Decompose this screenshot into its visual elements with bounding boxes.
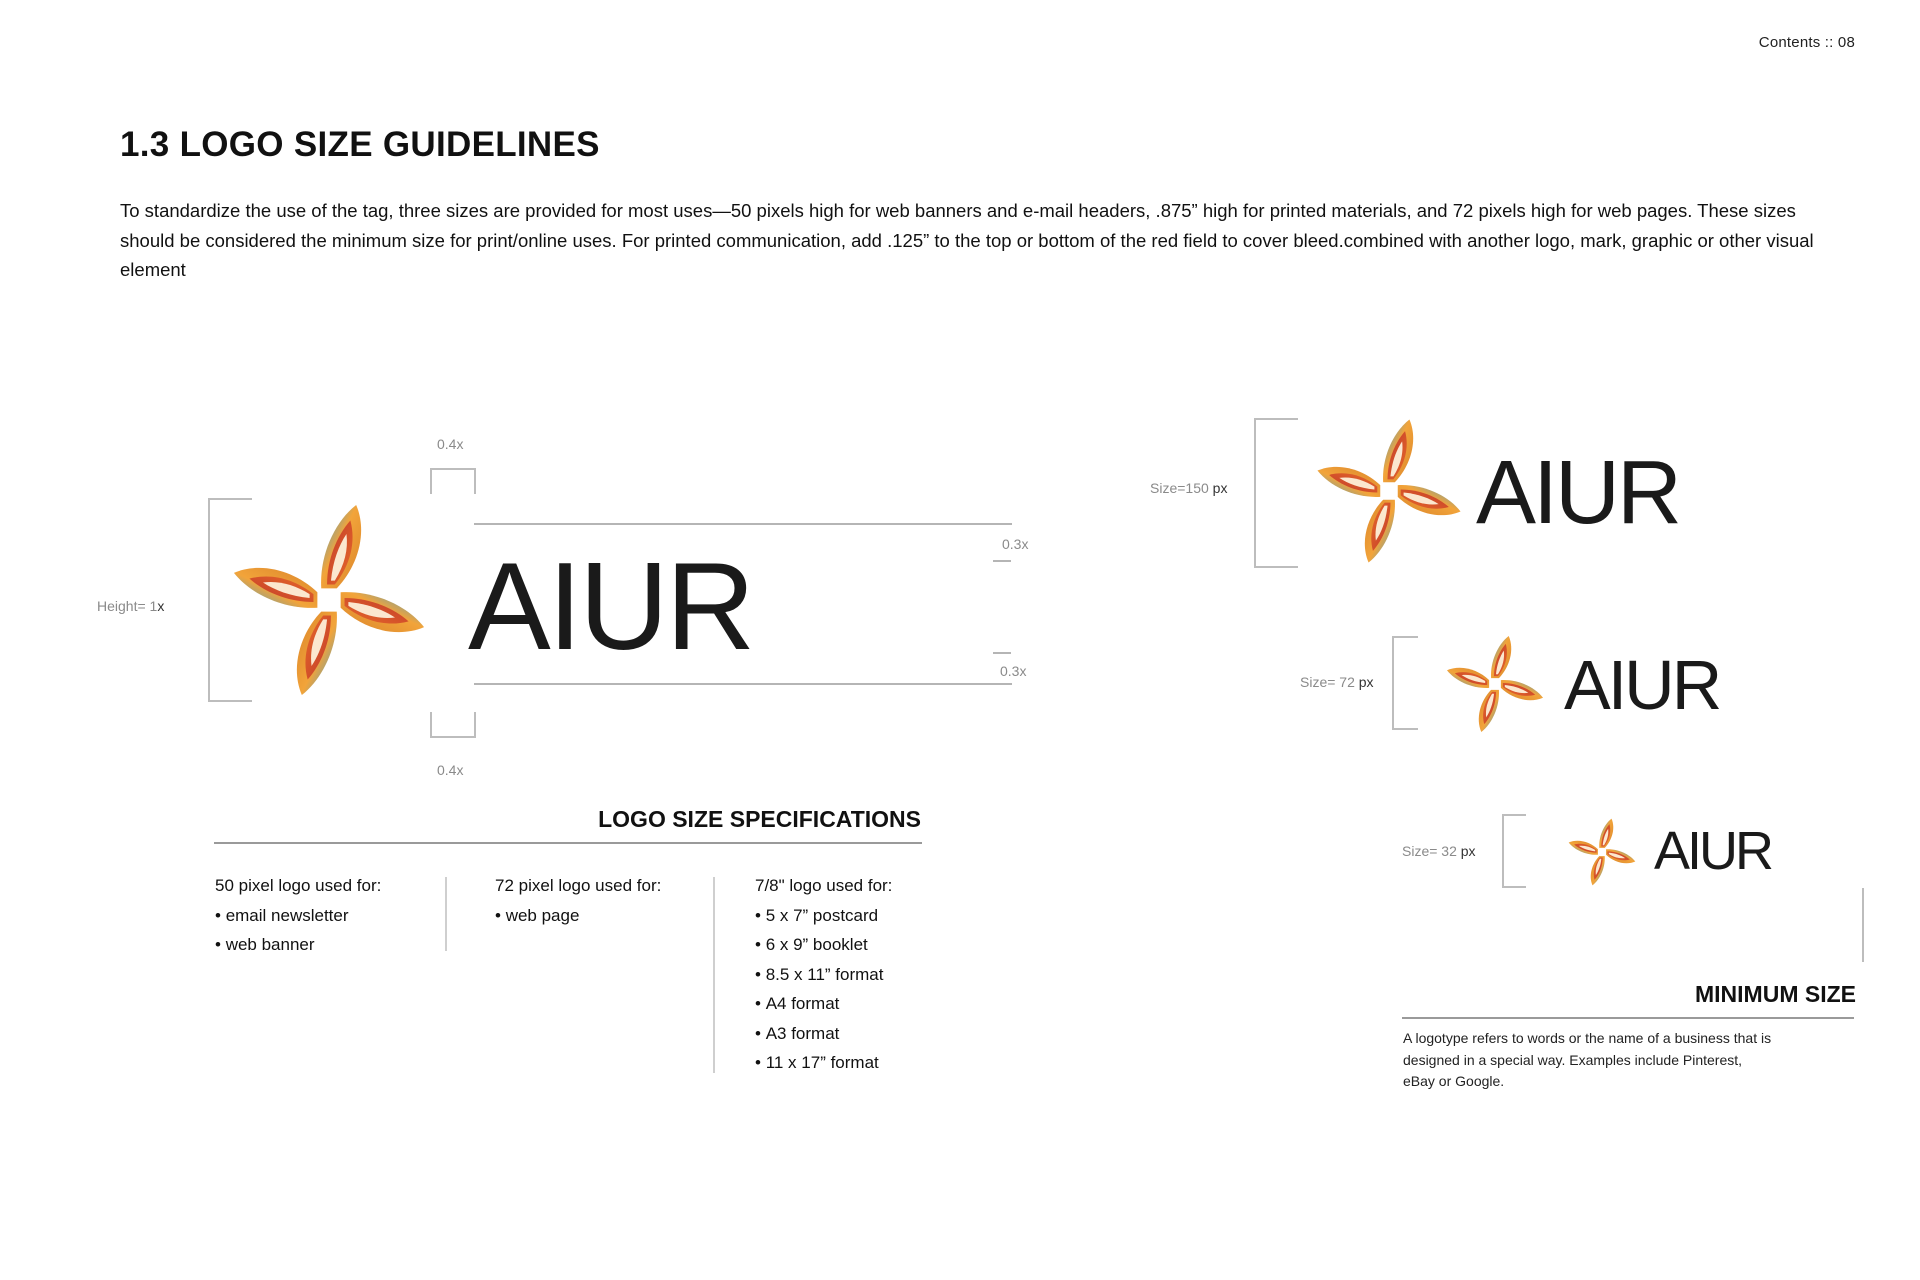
bottom-guide-line (474, 683, 1012, 685)
right-top-spacing-label: 0.3x (1002, 536, 1029, 552)
bottom-spacing-label: 0.4x (437, 762, 464, 778)
logo-mark-150-icon (1316, 418, 1462, 564)
logo-mark-32-icon (1568, 816, 1636, 888)
list-item: • web banner (215, 930, 381, 960)
minimum-size-title: MINIMUM SIZE (1695, 981, 1856, 1007)
column-divider (713, 877, 715, 1073)
bottom-spacing-bracket (430, 712, 476, 738)
size-bracket-150 (1254, 418, 1298, 568)
intro-paragraph: To standardize the use of the tag, three sizes are provided for most uses—50 pixels high for web banners and e-mail headers, .875” high for printed materials, and 72 pixels high for web pages. These sizes should be considered the minimum size for print/online uses. For printed communication, add .125” to the top or bottom of the red field to cover bleed.combined with another logo, mark, graphic or other visual element (120, 200, 1814, 280)
list-item: • 11 x 17” format (755, 1048, 892, 1078)
list-item: • A4 format (755, 989, 892, 1019)
wordmark-32: AIUR (1654, 821, 1772, 881)
top-guide-line (474, 523, 1012, 525)
size-bracket-32 (1502, 814, 1526, 888)
specs-title: LOGO SIZE SPECIFICATIONS (598, 806, 921, 832)
main-wordmark: AIUR (468, 538, 753, 676)
page-reference: Contents :: 08 (1758, 34, 1855, 51)
spec-column-72px (495, 871, 661, 930)
top-spacing-label: 0.4x (437, 436, 464, 452)
height-label: Height= 1x (97, 598, 165, 614)
list-item: • 8.5 x 11” format (755, 960, 892, 990)
wordmark-72: AIUR (1564, 646, 1720, 724)
spec-column-heading: 50 pixel logo used for: (215, 876, 382, 895)
specs-rule (214, 842, 922, 844)
logo-mark-72-icon (1446, 632, 1544, 736)
spec-column-50px (215, 871, 381, 960)
wordmark-150: AIUR (1476, 443, 1680, 543)
page-title: 1.3 LOGO SIZE GUIDELINES (120, 125, 600, 164)
list-item: • 6 x 9” booklet (755, 930, 892, 960)
minimum-size-description: A logotype refers to words or the name of a business that is designed in a special way. Examples include Pinterest, eBay or Google. (1403, 1030, 1772, 1089)
logo-mark-icon (232, 495, 426, 705)
side-divider (1862, 888, 1864, 962)
size-label-150: Size=150 px (1150, 480, 1228, 496)
right-bottom-spacing-label: 0.3x (1000, 663, 1027, 679)
right-top-tick (993, 560, 1011, 562)
spec-column-heading: 72 pixel logo used for: (495, 876, 662, 895)
column-divider (445, 877, 447, 951)
minimum-size-rule (1402, 1017, 1854, 1019)
list-item: • email newsletter (215, 901, 381, 931)
list-item: • A3 format (755, 1019, 892, 1049)
spec-column-heading: 7/8" logo used for: (755, 876, 893, 895)
top-spacing-bracket (430, 468, 476, 494)
spec-column-7-8-inch (755, 871, 892, 1078)
size-label-32: Size= 32 px (1402, 843, 1476, 859)
size-label-72: Size= 72 px (1300, 674, 1374, 690)
size-bracket-72 (1392, 636, 1418, 730)
list-item: • web page (495, 901, 661, 931)
list-item: • 5 x 7” postcard (755, 901, 892, 931)
right-bottom-tick (993, 652, 1011, 654)
